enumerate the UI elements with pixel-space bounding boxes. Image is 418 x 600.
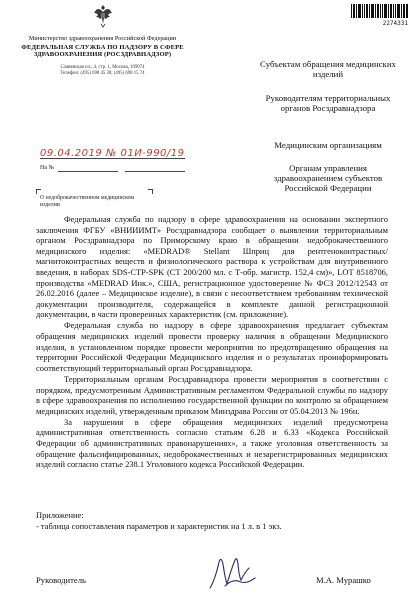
attachment (36, 510, 282, 531)
barcode-number: 2274331 (382, 20, 408, 27)
addressee-1: Субъектам обращения медицинских изделий (260, 59, 396, 79)
ministry-name: Министерство здравоохранения Российской Федерации (28, 35, 177, 42)
reply-to-label: На № (40, 165, 55, 171)
coat-of-arms-icon (92, 4, 114, 28)
reply-to-line-2 (125, 171, 185, 172)
attachment-item: - таблица сопоставления параметров и характеристик на 1 л. в 1 экз. (36, 520, 282, 531)
address: Славянская пл., 4, стр. 1, Москва, 109074 (60, 64, 145, 70)
signer-name: М.А. Мурашко (316, 575, 371, 585)
addressee-2: Руководителям территориальных органов Росздравнадзора (265, 93, 391, 113)
paragraph-3: Территориальным органам Росздравнадзора провести мероприятия в соответствии с порядком, предусмотренным Административным регламентом Федеральной службы по надзору в сфере здравоохранения по исполнению государственной функции по контролю за обращением медицинских изделий, утвержденным приказом Минздрава России от 05.04.2013 № 196н. (36, 373, 388, 416)
letterhead (20, 4, 185, 77)
barcode-icon (351, 4, 408, 18)
service-name: ФЕДЕРАЛЬНАЯ СЛУЖБА ПО НАДЗОРУ В СФЕРЕ ЗДРАВООХРАНЕНИЯ (РОСЗДРАВНАДЗОР) (21, 44, 184, 59)
addressee-3: Медицинским организациям (274, 140, 382, 150)
bracket-right (148, 189, 153, 194)
attachment-label: Приложение: (36, 510, 84, 520)
phone: Телефон: (495) 698 45 38; (495) 698 15 74 (60, 70, 145, 76)
regarding-subject: О недоброкачественном медицинском изделии (40, 195, 135, 208)
paragraph-1: Федеральная служба по надзору в сфере здравоохранения на основании экспертного заключения ФГБУ «ВНИИИМТ» Росздравнадзора сообщает о выявлении территориальным органом Росздравнадзора по Приморскому краю в обращении недоброкачественного медицинского изделия: «MEDRAD® Stellant Шприц для рентгеноконтрастных/магнитоконтрастных веществ и физиологического раствора к устройствам для внутривенного введения, в наборах SDS-CTP-SPK (СТ 200/200 мл. с Т-обр. магистр. 152,4 см)», LOT 8518706, производства «MEDRAD Инк.», США, регистрационное удостоверение № ФСЗ 2012/12543 от 26.02.2016 (далее – Медицинское изделие), в связи с несоответствием требованиям технической документации производителя, содержащейся в комплекте данной регистрационной документации, в части проверенных характеристик (см. приложение). (36, 214, 388, 320)
handwritten-date-number: 09.04.2019 № 01И-990/19 (40, 148, 185, 159)
reply-to-line-1 (58, 171, 118, 172)
paragraph-2: Федеральная служба по надзору в сфере здравоохранения предлагает субъектам обращения медицинских изделий провести проверку наличия в обращении Медицинского изделия, в установленном порядке провести мероприятия по предотвращению обращения на территории Российской Федерации Медицинского изделия и о результатах проинформировать соответствующий территориальный орган Росздравнадзора. (36, 320, 388, 373)
bracket-left (36, 189, 41, 194)
handwritten-signature-icon (205, 550, 260, 595)
addressee-4: Органам управления здравоохранением субъектов Российской Федерации (273, 163, 383, 193)
paragraph-4: За нарушения в сфере обращения медицинских изделий предусмотрена административная ответственность согласно статьям 6.28 и 6.33 «Кодекса Российской Федерации об административных правонарушениях», а также уголовная ответственность за обращение фальсифицированных, недоброкачественных и незарегистрированных медицинских изделий согласно статье 238.1 Уголовного кодекса Российской Федерации. (36, 416, 388, 470)
letter-body (36, 214, 388, 470)
signer-position: Руководитель (36, 575, 86, 585)
